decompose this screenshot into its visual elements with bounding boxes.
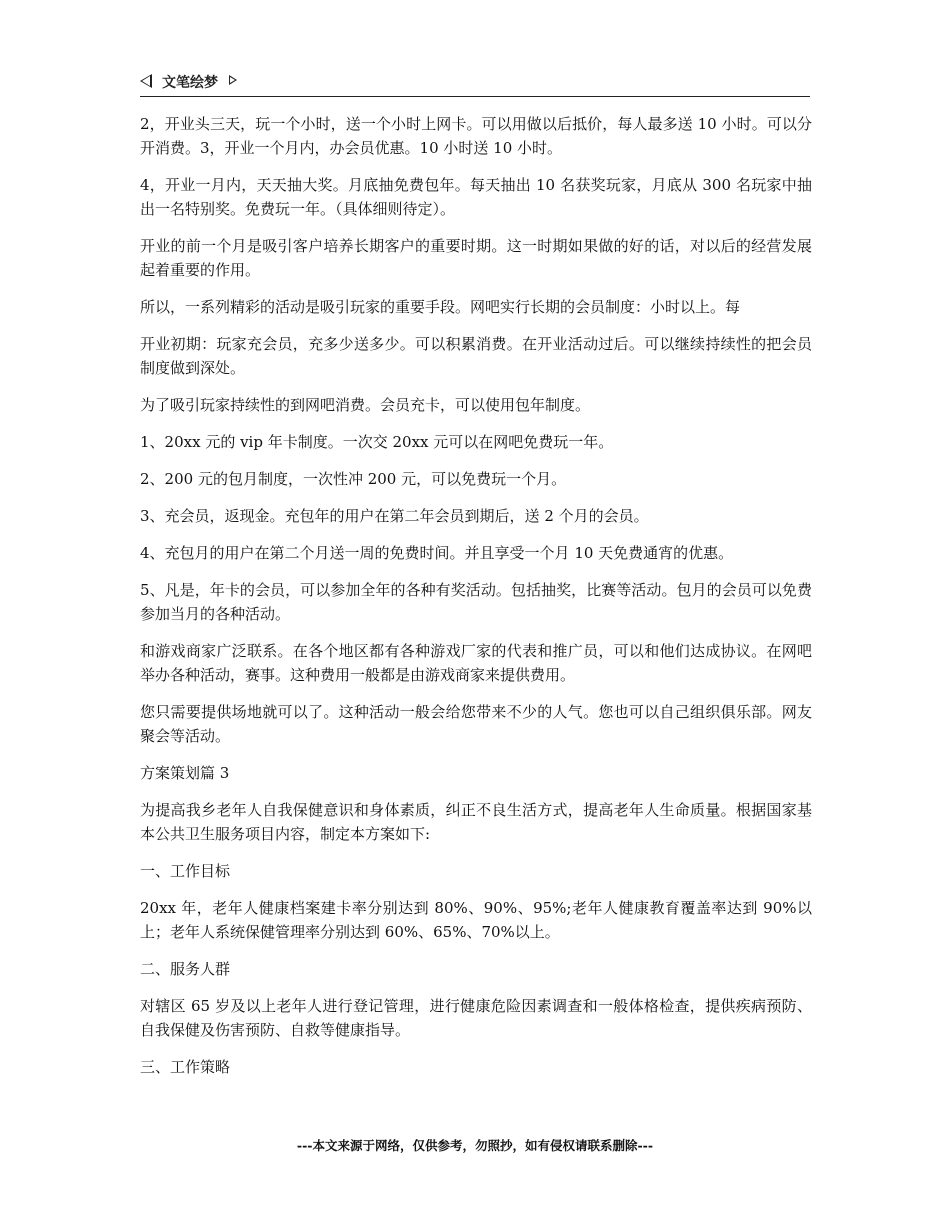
section-title: 方案策划篇 3 bbox=[140, 764, 230, 782]
paragraph: 开业的前一个月是吸引客户培养长期客户的重要时期。这一时期如果做的好的话，对以后的经营发展起着重要的作用。 bbox=[140, 237, 812, 279]
list-item: 1、20xx 元的 vip 年卡制度。一次交 20xx 元可以在网吧免费玩一年。 bbox=[140, 433, 614, 451]
paragraph: 所以，一系列精彩的活动是吸引玩家的重要手段。网吧实行长期的会员制度：小时以上。每 bbox=[140, 298, 741, 316]
paragraph: 4，开业一月内，天天抽大奖。月底抽免费包年。每天抽出 10 名获奖玩家，月底从 300 名玩家中抽出一名特别奖。免费玩一年。（具体细则待定）。 bbox=[140, 176, 812, 218]
list-item: 3、充会员，返现金。充包年的用户在第二年会员到期后，送 2 个月的会员。 bbox=[140, 507, 649, 525]
section-heading: 三、工作策略 bbox=[140, 1058, 231, 1076]
paragraph: 20xx 年，老年人健康档案建卡率分别达到 80%、90%、95%;老年人健康教育覆盖率达到 90%以上；老年人系统保健管理率分别达到 60%、65%、70%以上。 bbox=[140, 899, 812, 941]
page-header bbox=[140, 70, 810, 97]
section-heading: 一、工作目标 bbox=[140, 862, 231, 880]
section-heading: 二、服务人群 bbox=[140, 960, 231, 978]
paragraph: 2，开业头三天，玩一个小时，送一个小时上网卡。可以用做以后抵价，每人最多送 10 小时。可以分开消费。3，开业一个月内，办会员优惠。10 小时送 10 小时。 bbox=[140, 115, 812, 157]
document-body bbox=[140, 112, 812, 1092]
paragraph: 和游戏商家广泛联系。在各个地区都有各种游戏厂家的代表和推广员，可以和他们达成协议。在网吧举办各种活动，赛事。这种费用一般都是由游戏商家来提供费用。 bbox=[140, 642, 812, 684]
list-item: 5、凡是，年卡的会员，可以参加全年的各种有奖活动。包括抽奖，比赛等活动。包月的会员可以免费参加当月的各种活动。 bbox=[140, 581, 812, 623]
page-footer: ---本文来源于网络，仅供参考，勿照抄，如有侵权请联系删除--- bbox=[296, 1138, 654, 1153]
triangle-right-icon bbox=[229, 75, 237, 85]
brand-name: 文笔绘梦 bbox=[162, 75, 218, 91]
list-item: 2、200 元的包月制度，一次性冲 200 元，可以免费玩一个月。 bbox=[140, 470, 567, 488]
triangle-left-icon bbox=[140, 74, 152, 88]
paragraph: 对辖区 65 岁及以上老年人进行登记管理，进行健康危险因素调查和一般体格检查，提供疾病预防、自我保健及伤害预防、自救等健康指导。 bbox=[140, 997, 812, 1039]
paragraph: 为提高我乡老年人自我保健意识和身体素质，纠正不良生活方式，提高老年人生命质量。根据国家基本公共卫生服务项目内容，制定本方案如下: bbox=[140, 801, 812, 843]
paragraph: 为了吸引玩家持续性的到网吧消费。会员充卡，可以使用包年制度。 bbox=[140, 396, 591, 414]
paragraph: 开业初期：玩家充会员，充多少送多少。可以积累消费。在开业活动过后。可以继续持续性的把会员制度做到深处。 bbox=[140, 335, 812, 377]
paragraph: 您只需要提供场地就可以了。这种活动一般会给您带来不少的人气。您也可以自己组织俱乐部。网友聚会等活动。 bbox=[140, 703, 812, 745]
list-item: 4、充包月的用户在第二个月送一周的免费时间。并且享受一个月 10 天免费通宵的优惠。 bbox=[140, 544, 734, 562]
